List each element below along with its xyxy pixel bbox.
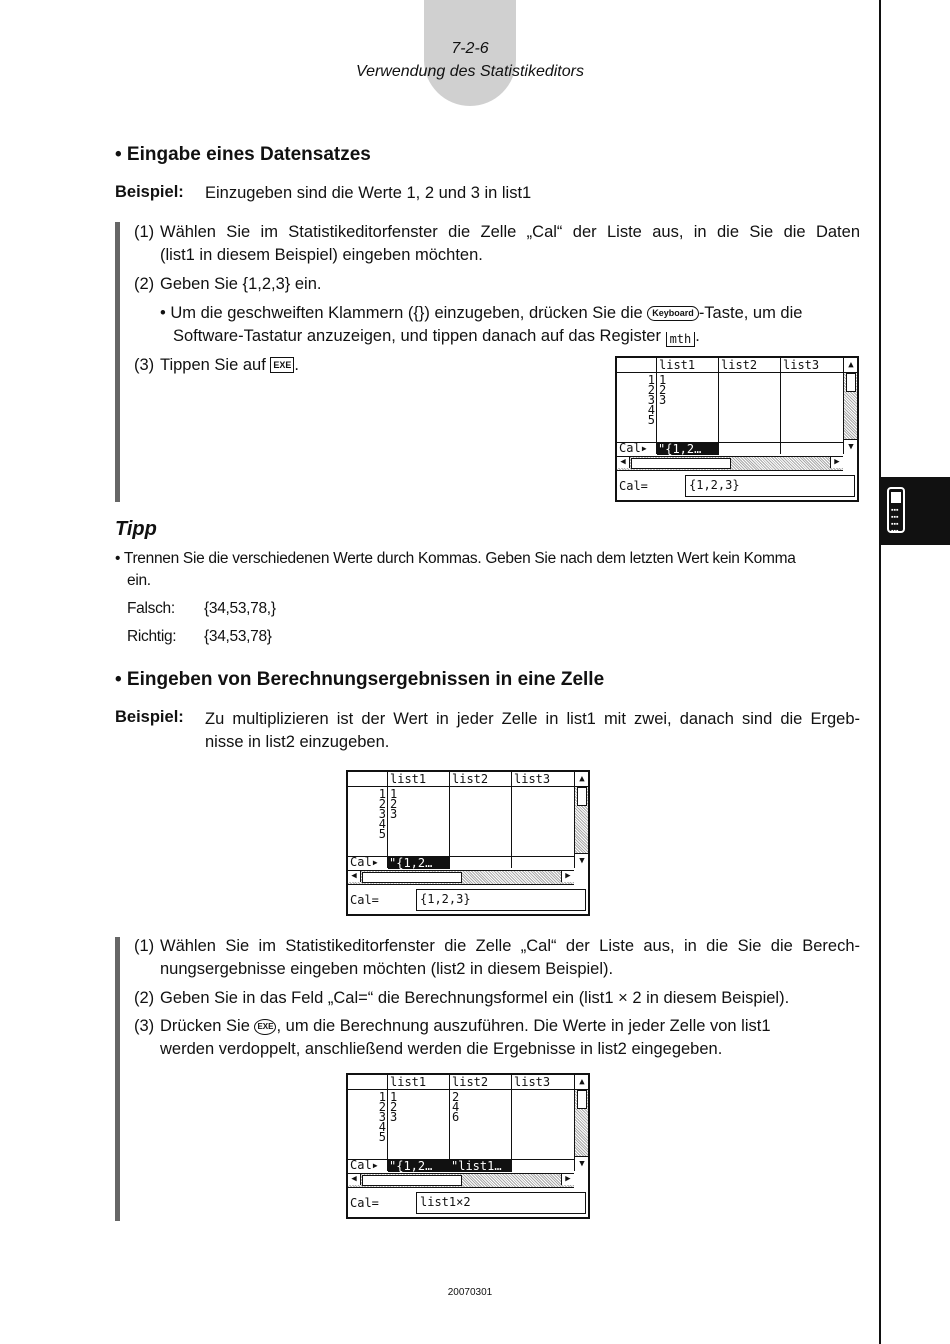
keyboard-key-icon: Keyboard: [647, 306, 699, 321]
scroll-thumb[interactable]: [577, 1090, 587, 1109]
tip-text: • Trennen Sie die verschiedenen Werte durch Kommas. Geben Sie nach dem letzten Wert kein Komma: [115, 550, 796, 567]
scroll-right-icon[interactable]: ▶: [561, 871, 574, 882]
step-bar: [115, 222, 120, 502]
footer-code: 20070301: [447, 1287, 493, 1298]
cal-cell-list1[interactable]: "{1,2…: [657, 443, 719, 455]
list-cell[interactable]: 6: [452, 1110, 460, 1124]
calculator-icon: ▪▪▪ ▪▪▪ ▪▪▪ ▪▪▪: [887, 487, 905, 533]
row-number: 1: [378, 1090, 386, 1104]
list-cell[interactable]: 3: [390, 1110, 398, 1124]
step-text: Geben Sie {1,2,3} ein.: [160, 275, 322, 293]
step-text: Geben Sie in das Feld „Cal=“ die Berechnungsformel ein (list1 × 2 in diesem Beispiel).: [160, 989, 790, 1007]
column-header[interactable]: list3: [514, 1075, 551, 1089]
row-number: 3: [378, 1110, 386, 1124]
scroll-thumb[interactable]: [577, 787, 587, 806]
column-header[interactable]: list1: [390, 772, 427, 786]
step-text-part: Tippen Sie auf: [160, 356, 271, 374]
scroll-down-icon[interactable]: ▼: [575, 1156, 589, 1171]
scroll-thumb[interactable]: [362, 1175, 462, 1186]
column-header[interactable]: list2: [452, 772, 489, 786]
stat-editor-screen: [615, 356, 859, 502]
row-number: 3: [647, 393, 655, 407]
horizontal-scrollbar[interactable]: [348, 1173, 574, 1188]
column-header[interactable]: list2: [721, 358, 758, 372]
page-number: 7-2-6: [451, 40, 489, 57]
row-number: 4: [378, 817, 386, 831]
vertical-scrollbar[interactable]: [574, 772, 589, 868]
step-number: (1): [134, 223, 155, 241]
scroll-thumb[interactable]: [631, 458, 731, 469]
row-number: 3: [378, 807, 386, 821]
cal-cell-list1[interactable]: "{1,2…: [388, 1160, 450, 1172]
list-cell[interactable]: 1: [659, 373, 667, 387]
column-header[interactable]: list3: [514, 772, 551, 786]
row-number: 4: [378, 1120, 386, 1134]
row-number: 5: [378, 827, 386, 841]
bullet-text: [173, 325, 700, 348]
step-number: (3): [134, 356, 155, 374]
cal-row-label: Cal▸: [350, 1158, 379, 1172]
cal-equals-label: Cal=: [350, 1196, 379, 1210]
example-text: nisse in list2 einzugeben.: [205, 733, 390, 751]
step-text: [160, 354, 299, 377]
bullet-text-part: • Um die geschweiften Klammern ({}) einzugeben, drücken Sie die: [160, 304, 648, 322]
section-heading: • Eingabe eines Datensatzes: [115, 144, 371, 165]
list-cell[interactable]: 1: [390, 787, 398, 801]
horizontal-scrollbar[interactable]: [348, 870, 574, 885]
horizontal-scrollbar[interactable]: [617, 456, 843, 471]
row-number: 5: [378, 1130, 386, 1144]
list-cell[interactable]: 4: [452, 1100, 460, 1114]
cal-equals-label: Cal=: [619, 479, 648, 493]
step-text: nungsergebnisse eingeben möchten (list2 in diesem Beispiel).: [160, 960, 614, 978]
example-text: Einzugeben sind die Werte 1, 2 und 3 in list1: [205, 184, 532, 202]
scroll-left-icon[interactable]: ◀: [617, 457, 630, 468]
bullet-text-part: -Taste, um die: [698, 304, 803, 322]
step-text: Wählen Sie im Statistikeditorfenster die Zelle „Cal“ der Liste aus, in die Sie die Daten: [160, 223, 860, 241]
list-cell[interactable]: 1: [390, 1090, 398, 1104]
row-number: 4: [647, 403, 655, 417]
example-text: Zu multiplizieren ist der Wert in jeder Zelle in list1 mit zwei, danach sind die Ergeb-: [205, 710, 860, 728]
list-cell[interactable]: 2: [390, 1100, 398, 1114]
vertical-scrollbar[interactable]: [843, 358, 858, 454]
scroll-up-icon[interactable]: ▲: [575, 772, 589, 787]
row-number: 1: [378, 787, 386, 801]
scroll-left-icon[interactable]: ◀: [348, 871, 361, 882]
scroll-right-icon[interactable]: ▶: [830, 457, 843, 468]
scroll-thumb[interactable]: [362, 872, 462, 883]
stat-editor-screen: [346, 1073, 590, 1219]
section-heading: • Eingeben von Berechnungsergebnissen in eine Zelle: [115, 669, 605, 690]
step-number: (1): [134, 937, 155, 955]
row-number: 5: [647, 413, 655, 427]
scroll-down-icon[interactable]: ▼: [844, 439, 858, 454]
cal-row-label: Cal▸: [619, 441, 648, 455]
step-text: (list1 in diesem Beispiel) eingeben möchten.: [160, 246, 483, 264]
scroll-thumb[interactable]: [846, 373, 856, 392]
scroll-up-icon[interactable]: ▲: [844, 358, 858, 373]
cal-formula-field[interactable]: list1×2: [416, 1192, 586, 1214]
stat-editor-screen: [346, 770, 590, 916]
cal-cell-list1[interactable]: "{1,2…: [388, 857, 450, 869]
step-text: werden verdoppelt, anschließend werden die Ergebnisse in list2 eingegeben.: [160, 1040, 723, 1058]
exe-key-icon: EXE: [254, 1019, 276, 1035]
right-margin-rule: [879, 0, 881, 1344]
right-label: Richtig:: [127, 628, 177, 645]
list-cell[interactable]: 3: [390, 807, 398, 821]
row-number: 2: [378, 1100, 386, 1114]
cal-formula-field[interactable]: {1,2,3}: [685, 475, 855, 497]
bullet-text-part: .: [695, 327, 700, 345]
scroll-up-icon[interactable]: ▲: [575, 1075, 589, 1090]
mth-tab-icon: mth: [666, 332, 696, 347]
list-cell[interactable]: 3: [659, 393, 667, 407]
cal-equals-label: Cal=: [350, 893, 379, 907]
example-label: Beispiel:: [115, 708, 184, 726]
wrong-value: {34,53,78,}: [204, 600, 276, 617]
column-header[interactable]: list3: [783, 358, 820, 372]
row-number: 1: [647, 373, 655, 387]
list-cell[interactable]: 2: [452, 1090, 460, 1104]
wrong-label: Falsch:: [127, 600, 175, 617]
page-title: Verwendung des Statistikeditors: [356, 63, 584, 80]
right-value: {34,53,78}: [204, 628, 272, 645]
step-text: [160, 1015, 860, 1038]
tip-text: ein.: [127, 572, 151, 589]
column-header[interactable]: list2: [452, 1075, 489, 1089]
scroll-left-icon[interactable]: ◀: [348, 1174, 361, 1185]
tip-title: Tipp: [115, 518, 157, 540]
step-number: (2): [134, 275, 155, 293]
step-number: (2): [134, 989, 155, 1007]
example-label: Beispiel:: [115, 183, 184, 201]
scroll-right-icon[interactable]: ▶: [561, 1174, 574, 1185]
scroll-down-icon[interactable]: ▼: [575, 853, 589, 868]
step-bar: [115, 937, 120, 1221]
exe-key-icon: EXE: [270, 357, 294, 373]
row-number: 2: [378, 797, 386, 811]
step-text-part: .: [294, 356, 299, 374]
step-text-part: , um die Berechnung auszuführen. Die Werte in jeder Zelle von list1: [276, 1017, 771, 1035]
step-text: Wählen Sie im Statistikeditorfenster die Zelle „Cal“ der Liste aus, in die Sie die Berech-: [160, 937, 860, 955]
column-header[interactable]: list1: [390, 1075, 427, 1089]
step-text-part: Drücken Sie: [160, 1017, 255, 1035]
list-cell[interactable]: 2: [390, 797, 398, 811]
bullet-text-part: Software-Tastatur anzuzeigen, und tippen danach auf das Register: [173, 327, 666, 345]
row-number: 2: [647, 383, 655, 397]
cal-cell-list2[interactable]: "list1…: [450, 1160, 512, 1172]
cal-formula-field[interactable]: {1,2,3}: [416, 889, 586, 911]
list-cell[interactable]: 2: [659, 383, 667, 397]
vertical-scrollbar[interactable]: [574, 1075, 589, 1171]
bullet-text: [160, 302, 860, 325]
step-number: (3): [134, 1017, 155, 1035]
column-header[interactable]: list1: [659, 358, 696, 372]
cal-row-label: Cal▸: [350, 855, 379, 869]
